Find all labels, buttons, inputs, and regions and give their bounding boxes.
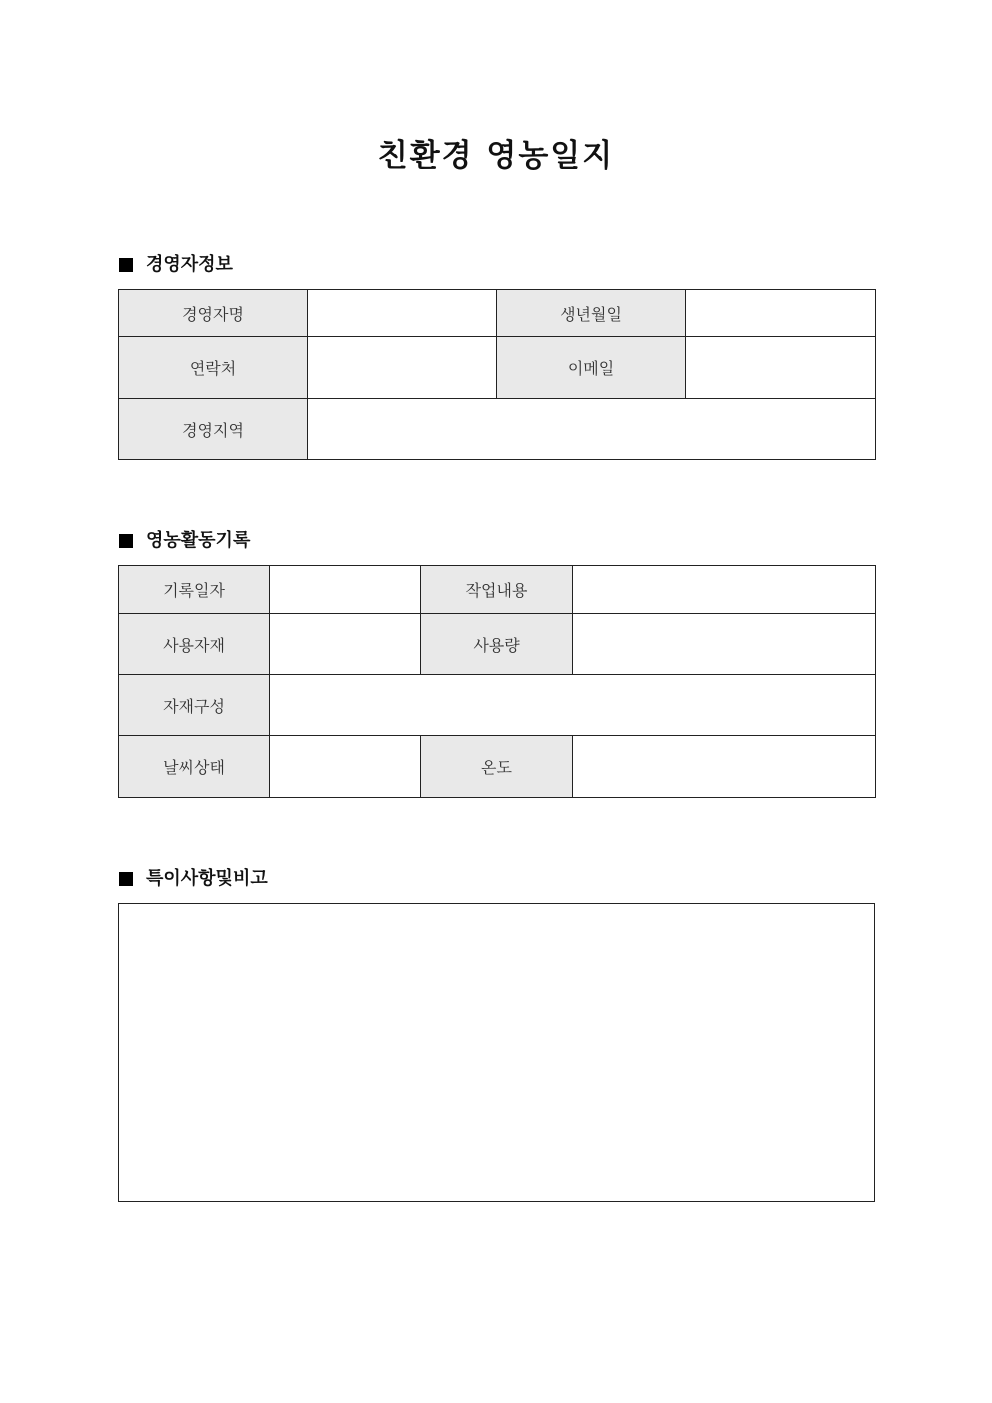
record-date-field[interactable] [270,566,421,614]
table-row [119,614,876,675]
label-email: 이메일 [497,337,686,399]
usage-amount-field[interactable] [573,614,876,675]
work-content-field[interactable] [573,566,876,614]
birthdate-field[interactable] [686,290,876,337]
operator-name-field[interactable] [308,290,497,337]
materials-used-field[interactable] [270,614,421,675]
label-material-composition: 자재구성 [119,675,270,736]
label-operator-name: 경영자명 [119,290,308,337]
region-field[interactable] [308,399,876,460]
section-heading-operator-info [119,253,233,277]
table-row [119,399,876,460]
section-heading-label: 특이사항및비고 [146,868,268,889]
page-title: 친환경 영농일지 [377,138,615,174]
table-row [119,290,876,337]
temperature-field[interactable] [573,736,876,798]
label-region: 경영지역 [119,399,308,460]
square-bullet-icon [119,258,133,272]
activity-record-table [118,565,876,798]
label-usage-amount: 사용량 [421,614,573,675]
remarks-field[interactable] [118,903,875,1202]
label-record-date: 기록일자 [119,566,270,614]
label-weather: 날씨상태 [119,736,270,798]
table-row [119,566,876,614]
section-heading-activity-record [119,529,250,553]
contact-field[interactable] [308,337,497,399]
section-heading-remarks [119,867,268,891]
label-materials-used: 사용자재 [119,614,270,675]
label-temperature: 온도 [421,736,573,798]
label-birthdate: 생년월일 [497,290,686,337]
section-heading-label: 영농활동기록 [146,530,251,551]
table-row [119,736,876,798]
weather-field[interactable] [270,736,421,798]
section-heading-label: 경영자정보 [146,254,233,275]
table-row [119,337,876,399]
email-field[interactable] [686,337,876,399]
square-bullet-icon [119,534,133,548]
material-composition-field[interactable] [270,675,876,736]
label-work-content: 작업내용 [421,566,573,614]
square-bullet-icon [119,872,133,886]
label-contact: 연락처 [119,337,308,399]
operator-info-table [118,289,876,460]
table-row [119,675,876,736]
